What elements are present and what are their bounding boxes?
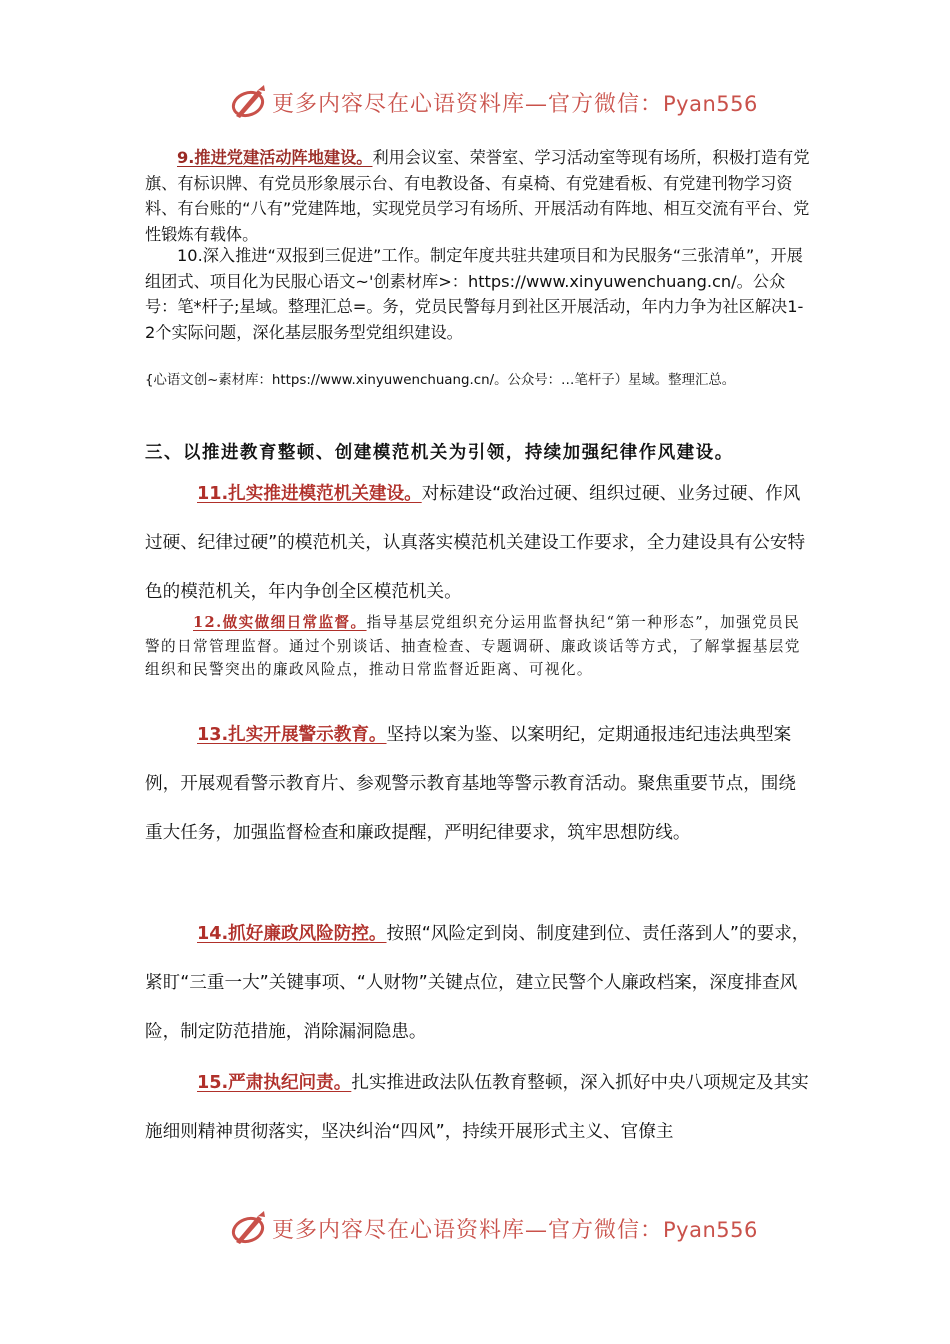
paragraph-13-body: 坚持以案为鉴、以案明纪，定期通报违纪违法典型案例，开展观看警示教育片、参观警示教育基地等警示教育活动。聚焦重要节点，围绕重大任务，加强监督检查和廉政提醒，严明纪律要求，筑牢思想防线。 bbox=[145, 725, 796, 843]
paragraph-9-body: 利用会议室、荣誉室、学习活动室等现有场所，积极打造有党旗、有标识牌、有党员形象展示台、有电教设备、有桌椅、有党建看板、有党建刊物学习资料、有台账的“八有”党建阵地，实现党员学习有场所、开展活动有阵地、相互交流有平台、党性锻炼有载体。 bbox=[145, 148, 810, 244]
footer-banner bbox=[228, 1206, 758, 1250]
paragraph-14-body: 按照“风险定到岗、制度建到位、责任落到人”的要求，紧盯“三重一大”关键事项、“人财物”关键点位，建立民警个人廉政档案，深度排查风险，制定防范措施，消除漏洞隐患。 bbox=[145, 924, 810, 1042]
paragraph-11 bbox=[145, 470, 810, 617]
paragraph-13-title: 13.扎实开展警示教育。 bbox=[197, 725, 387, 745]
wechat-id: Pyan556 bbox=[663, 1217, 758, 1242]
paragraph-12-body: 指导基层党组织充分运用监督执纪“第一种形态”，加强党员民警的日常管理监督。通过个别谈话、抽查检查、专题调研、廉政谈话等方式，了解掌握基层党组织和民警突出的廉政风险点，推动日常监督近距离、可视化。 bbox=[145, 614, 801, 679]
paragraph-10-note: {心语文创~素材库：https://www.xinyuwenchuang.cn/。公众号：…笔杆子）星域。整理汇总。 bbox=[145, 373, 736, 388]
paragraph-14 bbox=[145, 910, 810, 1057]
paragraph-15-body: 扎实推进政法队伍教育整顿，深入抓好中央八项规定及其实施细则精神贯彻落实，坚决纠治“四风”，持续开展形式主义、官僚主 bbox=[145, 1073, 809, 1142]
paragraph-14-title: 14.抓好廉政风险防控。 bbox=[197, 924, 387, 944]
paragraph-13 bbox=[145, 711, 810, 858]
paragraph-15 bbox=[145, 1059, 810, 1157]
paragraph-9 bbox=[145, 145, 810, 247]
header-banner bbox=[228, 80, 758, 124]
section-3-heading: 三、以推进教育整顿、创建模范机关为引领，持续加强纪律作风建设。 bbox=[145, 443, 734, 463]
banner-text: 更多内容尽在心语资料库—官方微信：Pyan556 bbox=[272, 91, 758, 117]
paragraph-9-title: 9.推进党建活动阵地建设。 bbox=[177, 148, 373, 167]
wechat-id: Pyan556 bbox=[663, 91, 758, 116]
pen-swirl-logo-icon bbox=[228, 82, 268, 122]
paragraph-11-title: 11.扎实推进模范机关建设。 bbox=[197, 484, 422, 504]
paragraph-12-title: 12.做实做细日常监督。 bbox=[193, 614, 367, 631]
paragraph-12 bbox=[145, 611, 810, 682]
banner-text: 更多内容尽在心语资料库—官方微信：Pyan556 bbox=[272, 1217, 758, 1243]
pen-swirl-logo-icon bbox=[228, 1208, 268, 1248]
paragraph-11-body: 对标建设“政治过硬、组织过硬、业务过硬、作风过硬、纪律过硬”的模范机关，认真落实模范机关建设工作要求，全力建设具有公安特色的模范机关，年内争创全区模范机关。 bbox=[145, 484, 806, 602]
paragraph-15-title: 15.严肃执纪问责。 bbox=[197, 1073, 352, 1093]
paragraph-10: 10.深入推进“双报到三促进”工作。制定年度共驻共建项目和为民服务“三张清单”，开展组团式、项目化为民服心语文~'创素材库>：https://www.xinyuwenchuang.cn/。公众号：笔*杆子;星域。整理汇总=。务，党员民警每月到社区开展活动，年内力争为社区解决1-2个实际问题，深化基层服务型党组织建设。 bbox=[145, 246, 804, 342]
